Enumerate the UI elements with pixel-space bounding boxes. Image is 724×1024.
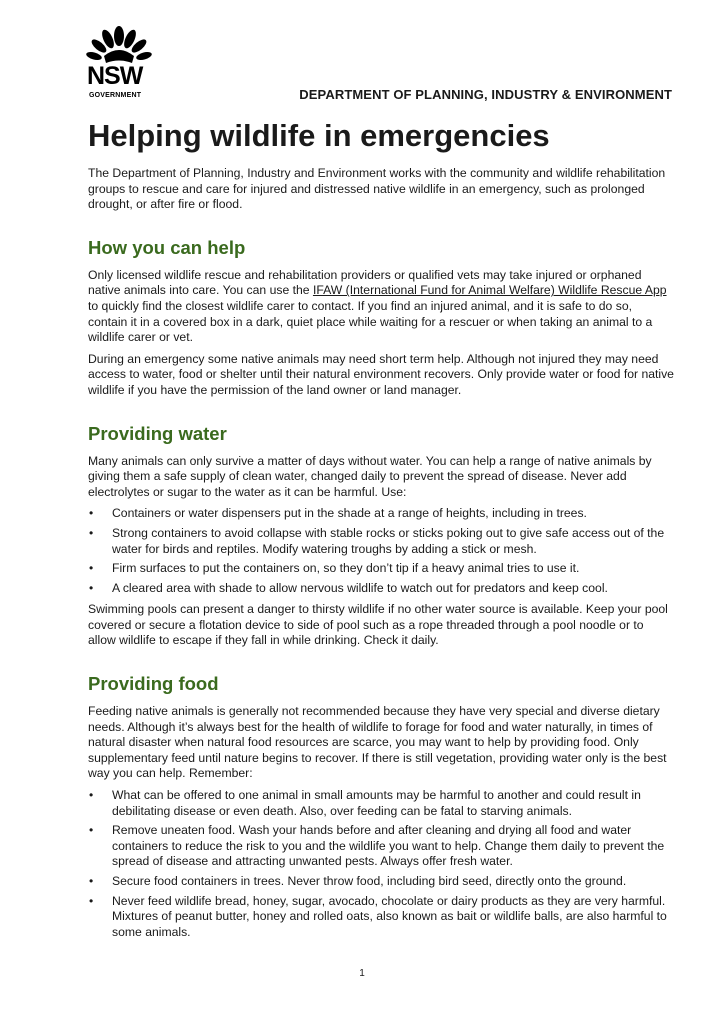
food-list	[88, 788, 674, 940]
heading-providing-food: Providing food	[88, 673, 219, 695]
water-intro: Many animals can only survive a matter of days without water. You can help a range of native animals by giving them a safe supply of clean water, changed daily to prevent the spread of disease. Never add electrolytes or sugar to the water as it can be harmful. Use:	[88, 453, 652, 499]
list-item: • Strong containers to avoid collapse with stable rocks or sticks poking out to give safe access out of the water for birds and reptiles. Modify watering troughs by adding a stick or mesh.	[88, 526, 674, 557]
list-item: • Secure food containers in trees. Never throw food, including bird seed, directly onto the ground.	[88, 874, 674, 890]
ifaw-app-link[interactable]: IFAW (International Fund for Animal Welfare) Wildlife Rescue App	[312, 283, 667, 298]
page-title: Helping wildlife in emergencies	[88, 118, 550, 153]
document-body	[88, 116, 674, 946]
help-text-after-link: to quickly find the closest wildlife carer to contact. If you find an injured animal, and it is safe to do so, contain it in a covered box in a dark, quiet place while waiting for a rescuer or when taking an animal to a wildlife carer or vet.	[88, 298, 653, 345]
list-item: • Firm surfaces to put the containers on, so they don’t tip if a heavy animal tries to use it.	[88, 561, 674, 577]
intro-paragraph: The Department of Planning, Industry and Environment works with the community and wildlife rehabilitation groups to rescue and care for injured and distressed native wildlife in an emergency, such as prolonged drought, or after fire or flood.	[88, 166, 666, 212]
heading-how-you-can-help: How you can help	[88, 236, 246, 258]
water-list	[88, 506, 674, 596]
list-item: • Containers or water dispensers put in the shade at a range of heights, including in trees.	[88, 506, 674, 522]
help-text-before-link: Only licensed wildlife rescue and rehabilitation providers or qualified vets may take injured or orphaned native animals into care. You can use the	[88, 267, 642, 298]
help-paragraph-1	[88, 268, 674, 346]
logo-text: NSW	[87, 62, 143, 90]
department-name: DEPARTMENT OF PLANNING, INDUSTRY & ENVIRONMENT	[299, 87, 672, 102]
nsw-government-logo	[86, 26, 156, 104]
heading-providing-water: Providing water	[88, 422, 227, 444]
list-item: • Never feed wildlife bread, honey, sugar, avocado, chocolate or dairy products as they are very harmful. Mixtures of peanut butter, honey and rolled oats, also known as bait or wildlife balls, are also harmful to some animals.	[88, 894, 674, 941]
page-number: 1	[359, 968, 365, 979]
list-item: • What can be offered to one animal in small amounts may be harmful to another and could result in debilitating disease or even death. Also, over feeding can be fatal to starving animals.	[88, 788, 674, 819]
list-item: • A cleared area with shade to allow nervous wildlife to watch out for predators and keep cool.	[88, 581, 674, 597]
water-outro: Swimming pools can present a danger to thirsty wildlife if no other water source is available. Keep your pool covered or secure a flotation device to side of pool such as a rope threaded through a pool noodle or to allow wildlife to escape if they fall in while drinking. Check it daily.	[88, 602, 668, 648]
logo-subtext: GOVERNMENT	[89, 92, 142, 99]
food-intro: Feeding native animals is generally not recommended because they have very special and diverse dietary needs. Although it’s always best for the health of wildlife to forage for food and water naturally, in times of natural disaster when natural food resources are scarce, you may want to help by providing food. Only supplementary feed until nature begins to recover. If there is still vegetation, providing water only is the best way you can help. Remember:	[88, 704, 667, 781]
help-paragraph-2: During an emergency some native animals may need short term help. Although not injured they may need access to water, food or shelter until their natural environment recovers. Only provide water or food for native wildlife if you have the permission of the land owner or land manager.	[88, 351, 674, 397]
waratah-logo-icon	[86, 26, 152, 66]
list-item: • Remove uneaten food. Wash your hands before and after cleaning and drying all food and water containers to reduce the risk to you and the wildlife you want to help. Change them daily to prevent the spread of disease and attracting unwanted pests. Always offer fresh water.	[88, 823, 674, 870]
